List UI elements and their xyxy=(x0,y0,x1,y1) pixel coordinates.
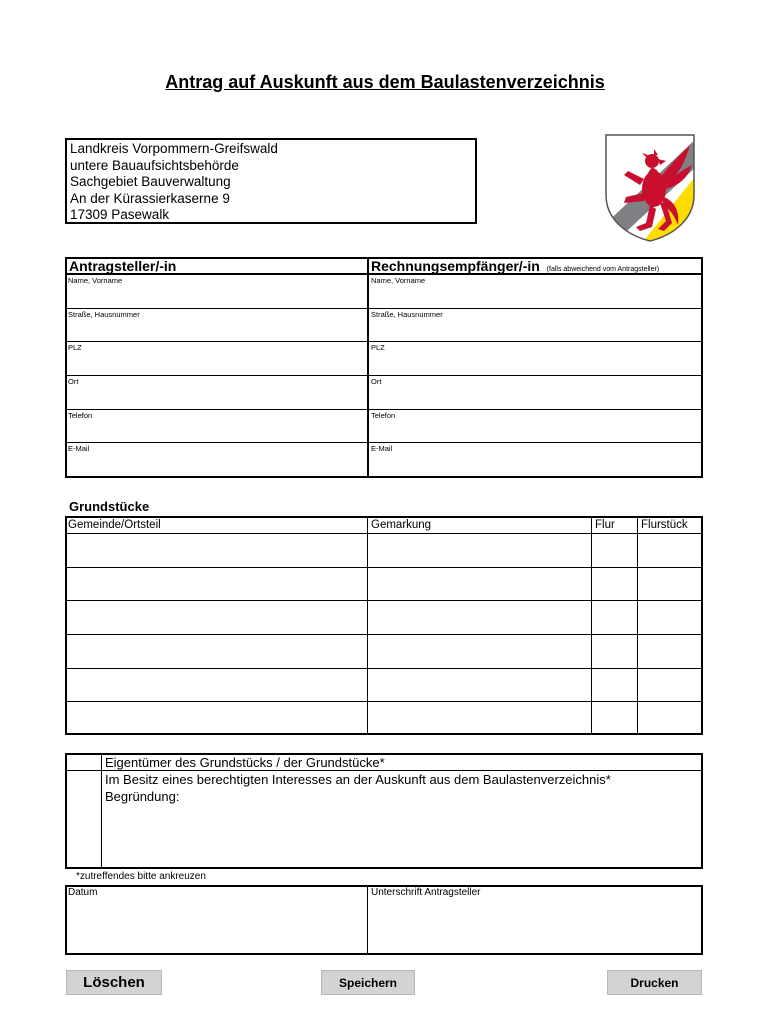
recipient-city-label: Ort xyxy=(371,377,382,386)
recipient-phone-field[interactable] xyxy=(370,421,701,441)
recipient-email-field[interactable] xyxy=(370,454,701,476)
applicant-city-label: Ort xyxy=(68,377,79,386)
parcel-row[interactable] xyxy=(67,635,701,667)
reason-field[interactable] xyxy=(103,806,701,867)
recipient-header-note: (falls abweichend vom Antragsteller) xyxy=(546,266,660,273)
recipient-street-field[interactable] xyxy=(370,320,701,340)
owner-checkbox[interactable] xyxy=(67,755,100,769)
row-divider xyxy=(65,341,703,342)
applicant-email-field[interactable] xyxy=(67,454,366,476)
applicant-city-field[interactable] xyxy=(67,387,366,408)
column-divider xyxy=(367,885,368,955)
option-owner: Eigentümer des Grundstücks / der Grundstücke* xyxy=(105,755,385,770)
applicant-header: Antragsteller/-in xyxy=(69,258,177,274)
recipient-email-label: E-Mail xyxy=(371,444,393,453)
col-plot: Flurstück xyxy=(641,519,688,531)
applicant-name-label: Name, Vorname xyxy=(68,276,123,285)
applicant-street-label: Straße, Hausnummer xyxy=(68,310,140,319)
recipient-phone-label: Telefon xyxy=(371,411,396,420)
row-divider xyxy=(65,308,703,309)
col-district: Gemarkung xyxy=(371,519,432,531)
col-municipality: Gemeinde/Ortsteil xyxy=(68,519,161,531)
recipient-zip-label: PLZ xyxy=(371,343,385,352)
recipient-header xyxy=(371,258,659,274)
row-divider xyxy=(65,375,703,376)
applicant-zip-label: PLZ xyxy=(68,343,82,352)
parcel-row[interactable] xyxy=(67,702,701,733)
parcels-title: Grundstücke xyxy=(69,499,150,514)
applicant-phone-label: Telefon xyxy=(68,411,93,420)
address-line: Sachgebiet Bauverwaltung xyxy=(70,174,231,190)
footnote: *zutreffendes bitte ankreuzen xyxy=(76,871,206,882)
address-line: An der Kürassierkaserne 9 xyxy=(70,190,230,206)
address-line: untere Bauaufsichtsbehörde xyxy=(70,157,239,173)
print-button[interactable]: Drucken xyxy=(607,970,702,995)
recipient-zip-field[interactable] xyxy=(370,353,701,374)
recipient-header-label: Rechnungsempfänger/-in xyxy=(371,258,540,274)
applicant-email-label: E-Mail xyxy=(68,444,90,453)
authority-address xyxy=(65,138,477,224)
recipient-city-field[interactable] xyxy=(370,387,701,408)
delete-button[interactable]: Löschen xyxy=(66,970,162,995)
address-line: Landkreis Vorpommern-Greifswald xyxy=(70,141,278,156)
address-line: 17309 Pasewalk xyxy=(70,207,170,223)
parcel-row[interactable] xyxy=(67,534,701,566)
date-field[interactable] xyxy=(67,899,366,953)
recipient-name-label: Name, Vorname xyxy=(371,276,426,285)
applicant-phone-field[interactable] xyxy=(67,421,366,441)
column-divider xyxy=(367,257,369,478)
recipient-street-label: Straße, Hausnummer xyxy=(371,310,443,319)
recipient-name-field[interactable] xyxy=(370,286,701,307)
row-divider xyxy=(65,409,703,410)
signature-field[interactable] xyxy=(369,899,701,953)
coat-of-arms-icon xyxy=(602,131,698,243)
signature-label: Unterschrift Antragsteller xyxy=(371,887,481,898)
save-button[interactable]: Speichern xyxy=(321,970,415,995)
date-label: Datum xyxy=(68,887,98,898)
col-flur: Flur xyxy=(595,519,615,531)
parcel-row[interactable] xyxy=(67,669,701,701)
applicant-name-field[interactable] xyxy=(67,286,366,307)
page-title: Antrag auf Auskunft aus dem Baulastenverzeichnis xyxy=(165,72,605,92)
applicant-street-field[interactable] xyxy=(67,320,366,340)
parcel-row[interactable] xyxy=(67,568,701,600)
option-legitimate-interest: Im Besitz eines berechtigten Interesses an der Auskunft aus dem Baulastenverzeichnis* xyxy=(105,772,611,787)
row-divider xyxy=(65,442,703,443)
reason-label: Begründung: xyxy=(105,789,180,804)
applicant-zip-field[interactable] xyxy=(67,353,366,374)
interest-checkbox[interactable] xyxy=(67,772,100,867)
parcel-row[interactable] xyxy=(67,601,701,633)
